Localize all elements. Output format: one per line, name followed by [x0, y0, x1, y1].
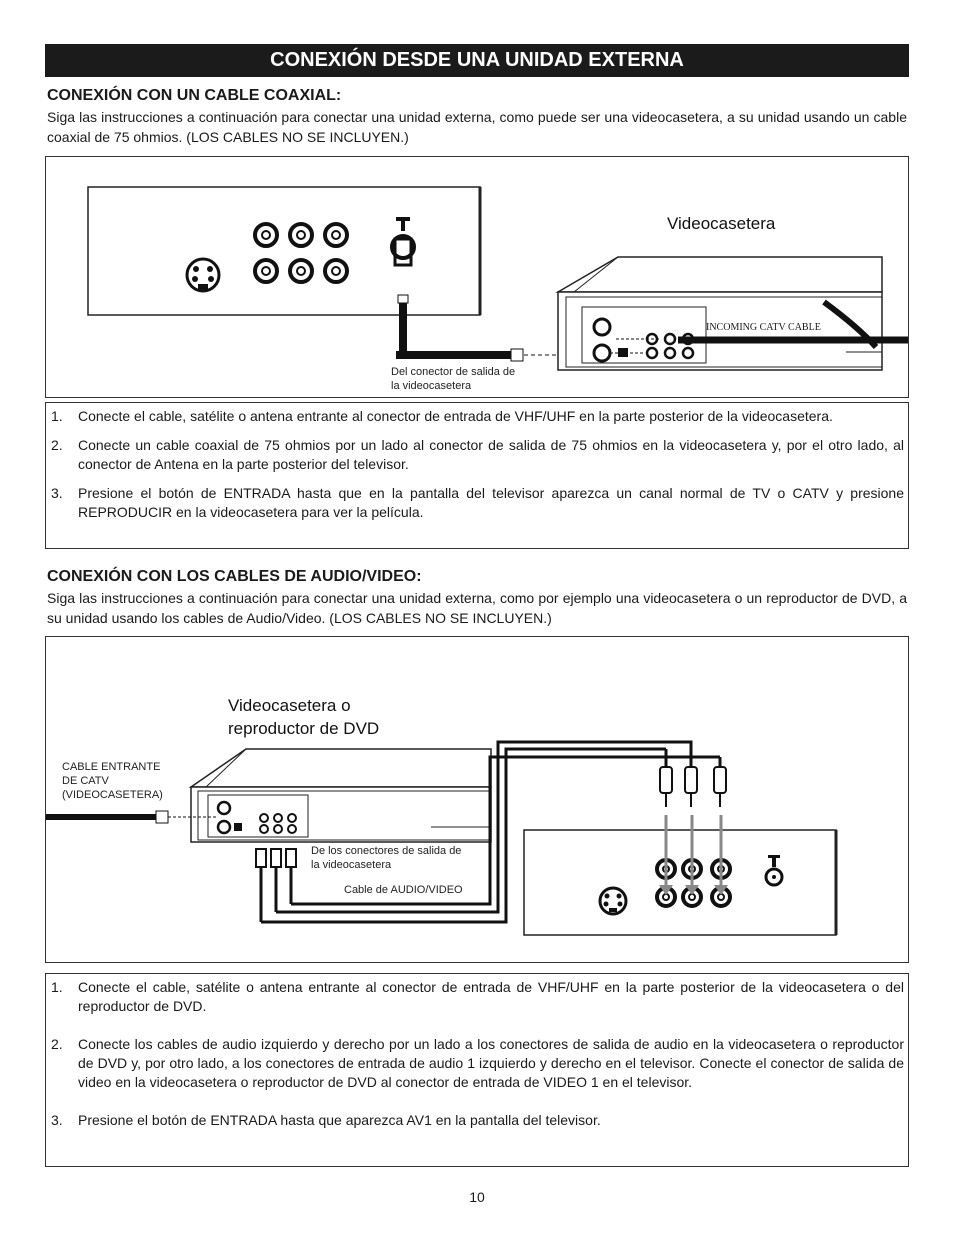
- catv-label-line1: CABLE ENTRANTE: [62, 761, 161, 773]
- tv-back-panel: [524, 830, 836, 935]
- device-label-line1: Videocasetera o: [228, 696, 351, 715]
- av-steps-list: [46, 978, 904, 1130]
- av-step-2: 2. Conecte los cables de audio izquierdo y derecho por un lado a los conectores de salida de audio en la videocasetera o reproductor de DVD y, por otro lado, a los conectores de entrada de audio 1 izquierdo y derecho en el televisor. Conecte el conector de salida de video en la videocasetera o reproductor de DVD al conector de entrada de VIDEO 1 en el televisor.: [51, 1036, 904, 1090]
- coax-step-3: 3. Presione el botón de ENTRADA hasta que en la pantalla del televisor aparezca un canal normal de TV o CATV y presione REPRODUCIR en la videocasetera para ver la película.: [51, 485, 904, 520]
- vcr-label: Videocasetera: [667, 214, 776, 233]
- incoming-catv-label: INCOMING CATV CABLE: [706, 322, 821, 333]
- coax-step-1: 1. Conecte el cable, satélite o antena entrante al conector de entrada de VHF/UHF en la parte posterior de la videocasetera.: [51, 408, 833, 424]
- coax-steps-list: [46, 407, 904, 522]
- tv-back-panel: [88, 187, 480, 315]
- page-title: CONEXIÓN DESDE UNA UNIDAD EXTERNA: [45, 44, 909, 77]
- page-number: 10: [469, 1189, 485, 1205]
- coax-intro-text: Siga las instrucciones a continuación para conectar una unidad externa, como puede ser una videocasetera, a su unidad usando un cable coaxial de 75 ohmios. (LOS CABLES NO SE INCLUYEN.): [47, 109, 907, 145]
- av-diagram: [45, 636, 909, 963]
- outputs-label-line2: la videocasetera: [311, 859, 392, 871]
- device-label-line2: reproductor de DVD: [228, 719, 380, 738]
- coax-section-heading: CONEXIÓN CON UN CABLE COAXIAL:: [47, 87, 342, 104]
- coax-diagram: [45, 156, 909, 398]
- av-cable-label: Cable de AUDIO/VIDEO: [344, 884, 463, 896]
- outputs-label-line1: De los conectores de salida de: [311, 845, 462, 857]
- coax-steps-box: [45, 402, 909, 549]
- coax-step-2: 2. Conecte un cable coaxial de 75 ohmios por un lado al conector de salida de 75 ohmios en la videocasetera y, por el otro lado, al conector de Antena en la parte posterior del televisor.: [51, 437, 904, 472]
- s-video-jack-icon: [187, 259, 219, 291]
- av-steps-box: [45, 973, 909, 1167]
- coax-diagram-drawing: [46, 157, 908, 397]
- catv-label-line3: (VIDEOCASETERA): [62, 789, 163, 801]
- output-connector-label-line2: la videocasetera: [391, 380, 472, 392]
- av-diagram-drawing: [46, 637, 908, 962]
- av-section-heading: CONEXIÓN CON LOS CABLES DE AUDIO/VIDEO:: [47, 568, 422, 585]
- av-step-3: 3. Presione el botón de ENTRADA hasta que aparezca AV1 en la pantalla del televisor.: [51, 1112, 601, 1128]
- vcr-device: [558, 257, 882, 370]
- av-intro-text: Siga las instrucciones a continuación para conectar una unidad externa, como por ejemplo una videocasetera o un reproductor de DVD, a su unidad usando los cables de Audio/Video. (LOS CABLES NO SE INCLUYEN.): [47, 590, 907, 626]
- catv-label-line2: DE CATV: [62, 775, 109, 787]
- av-step-1: 1. Conecte el cable, satélite o antena entrante al conector de entrada de VHF/UHF en la parte posterior de la videocasetera o del reproductor de DVD.: [51, 979, 904, 1014]
- output-connector-label-line1: Del conector de salida de: [391, 366, 516, 378]
- vcr-dvd-device: [191, 749, 491, 842]
- s-video-jack-icon: [600, 888, 626, 914]
